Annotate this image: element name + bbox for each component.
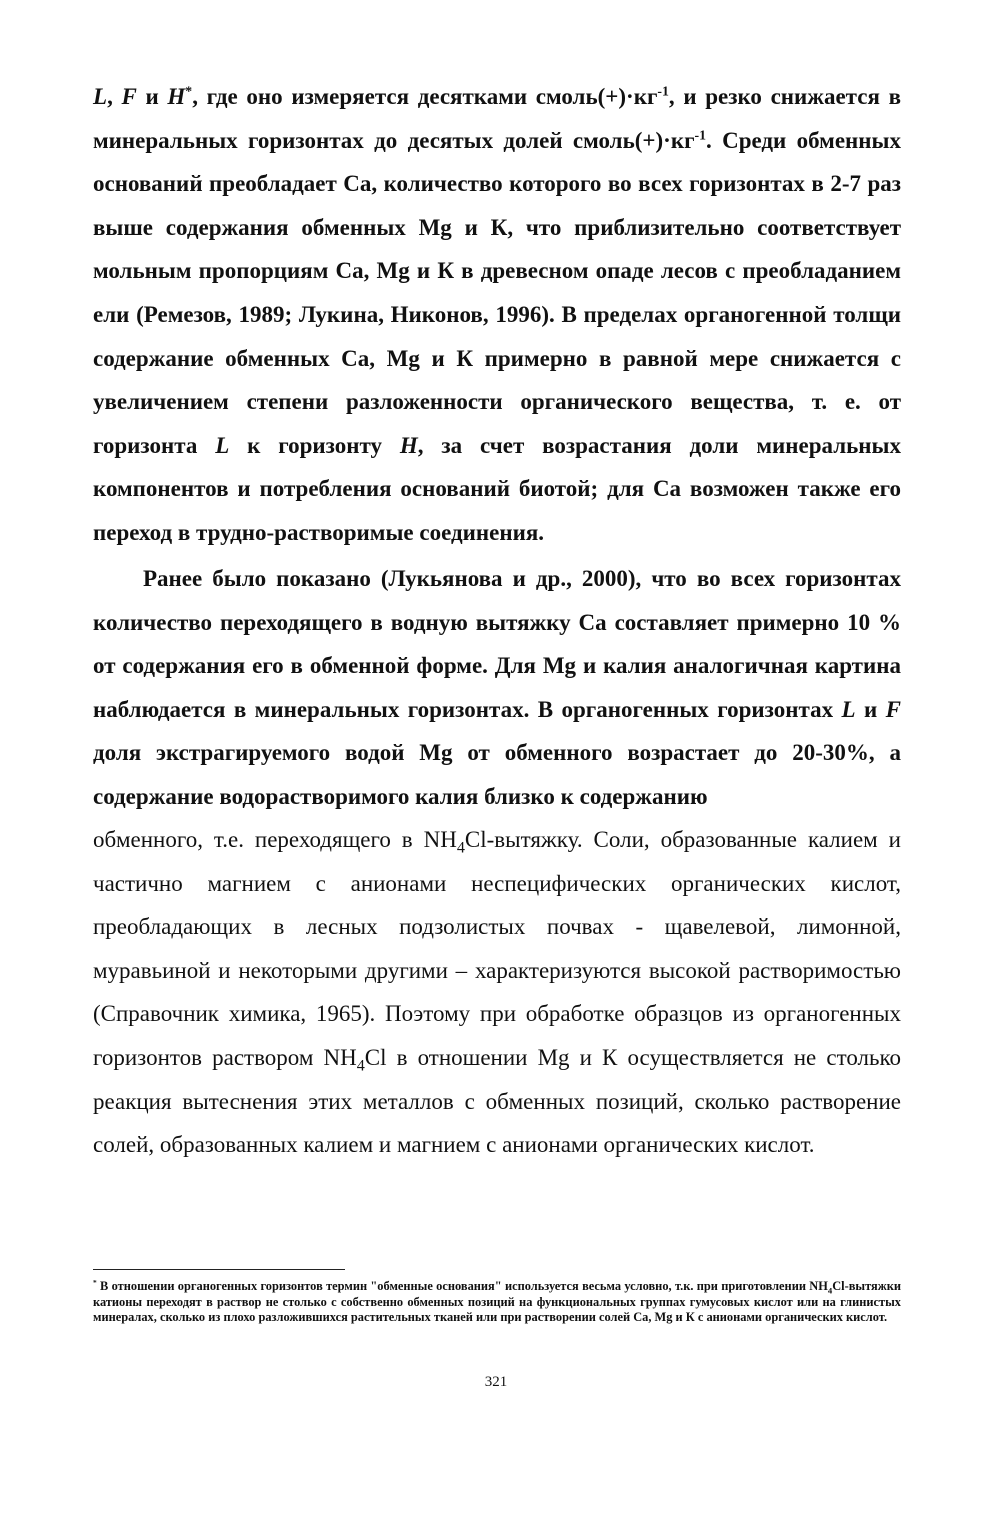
paragraph-3: обменного, т.е. переходящего в $NH_4Cl$-вытяжку. Соли, образованные калием и частично магнием с анионами неспецифических органических кислот, преобладающих в лесных подзолистых почвах - щавелевой, лимонной, муравьиной и некоторыми другими – характеризуются высокой растворимостью (Справочник химика, 1965). Поэтому при обработке образцов из органогенных горизонтов раствором $NH_4Cl$ в отношении Mg и К осуществляется не столько реакция вытеснения этих металлов с обменных позиций, сколько растворение солей, образованных калием и магнием с анионами органических кислот. bbox=[93, 827, 901, 1158]
paragraph-2: Ранее было показано (Лукьянова и др., 2000), что во всех горизонтах количество переходящего в водную вытяжку Са составляет примерно 10 % от содержания его в обменной форме. Для Mg и калия аналогичная картина наблюдается в минеральных горизонтах. В органогенных горизонтах L и F доля экстрагируемого водой Mg от обменного возрастает до 20-30%, а содержание водорастворимого калия близко к содержанию bbox=[93, 566, 901, 809]
horizon-L: L bbox=[93, 84, 108, 109]
footnote-marker-ref: * bbox=[185, 83, 193, 99]
horizon-H: H bbox=[167, 84, 186, 109]
footnote: * В отношении органогенных горизонтов термин "обменные основания" используется весьма условно, т.к. при приготовлении $NH_4Cl$-вытяжки катионы переходят в раствор не столько с собственно обменных позиций на функциональных группах гумусовых кислот или на глинистых минералах, сколько из плохо разложившихся растительных тканей или при растворении солей Са, Mg и К с анионами органических кислот. bbox=[93, 1277, 901, 1325]
paragraph-1: L, F и H*, где оно измеряется десятками $смоль(+)\cdot кг^{-1}$, и резко снижается в минеральных горизонтах до десятых долей $смоль(+)\cdot кг^{-1}$. Среди обменных оснований преобладает Са, количество которого во всех горизонтах в 2-7 раз выше содержания обменных Mg и К, что приблизительно соответствует мольным пропорциям Са, Mg и К в древесном опаде лесов с преобладанием ели (Ремезов, 1989; Лукина, Никонов, 1996). В пределах органогенной толщи содержание обменных Са, Mg и К примерно в равной мере снижается с увеличением степени разложенности органического вещества, т. е. от горизонта L к горизонту H, за счет возрастания доли минеральных компонентов и потребления оснований биотой; для Са возможен также его переход в трудно-растворимые соединения. bbox=[93, 83, 901, 545]
footnote-marker: * bbox=[93, 1277, 97, 1287]
footnote-separator bbox=[93, 1269, 345, 1270]
horizon-F: F bbox=[121, 84, 137, 109]
page-number: 321 bbox=[484, 1374, 508, 1390]
